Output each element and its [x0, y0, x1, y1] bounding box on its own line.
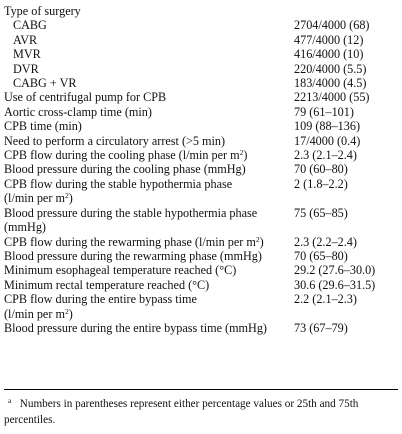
- footnote-text: Numbers in parentheses represent either percentage values or 25th and 75th percentiles.: [4, 398, 359, 426]
- row-label: DVR: [13, 61, 39, 76]
- table-row: [4, 105, 398, 119]
- row-label: Type of surgery: [4, 4, 81, 18]
- table-row: [4, 90, 398, 104]
- row-label: CABG + VR: [13, 76, 77, 91]
- row-value: 79 (61–101): [294, 104, 354, 119]
- row-label: Blood pressure during the stable hypothermia phase (mmHg): [4, 205, 258, 235]
- table-row: [4, 177, 398, 206]
- table-row: [4, 321, 398, 335]
- row-label: AVR: [13, 32, 38, 47]
- row-value: 183/4000 (4.5): [294, 76, 367, 91]
- row-label: CPB flow during the cooling phase (l/min per $m^2$): [4, 148, 248, 163]
- table-row: [4, 263, 398, 277]
- table-row: [4, 76, 398, 90]
- data-table: [4, 4, 398, 335]
- table-row: [4, 4, 398, 18]
- row-value: 2704/4000 (68): [294, 18, 370, 33]
- row-label: Blood pressure during the cooling phase (mmHg): [4, 162, 246, 177]
- row-value: 2.3 (2.1–2.4): [294, 148, 357, 163]
- table-row: [4, 18, 398, 32]
- row-label: Use of centrifugal pump for CPB: [4, 90, 167, 105]
- row-value: 75 (65–85): [294, 205, 348, 220]
- table-row: [4, 278, 398, 292]
- row-value: 29.2 (27.6–30.0): [294, 263, 376, 278]
- table-row: [4, 148, 398, 162]
- row-label: Blood pressure during the entire bypass time (mmHg): [4, 320, 267, 335]
- table-row: [4, 62, 398, 76]
- table-row: [4, 292, 398, 321]
- row-value: 416/4000 (10): [294, 47, 364, 62]
- table-bottom-rule: [4, 389, 398, 390]
- row-label: Minimum rectal temperature reached (°C): [4, 277, 210, 292]
- table-footnote: $^a$ Numbers in parentheses represent either percentage values or 25th and 75th percentiles.: [4, 396, 359, 426]
- row-label: CPB time (min): [4, 119, 82, 134]
- row-label: CPB flow during the entire bypass time (l/min per $m^2$): [4, 292, 197, 321]
- row-value: [294, 4, 398, 18]
- row-label: CPB flow during the stable hypothermia phase (l/min per $m^2$): [4, 176, 233, 206]
- row-value: 2213/4000 (55): [294, 90, 370, 105]
- row-value: 220/4000 (5.5): [294, 61, 367, 76]
- row-label: CPB flow during the rewarming phase (l/min per $m^2$): [4, 234, 264, 249]
- table-row: [4, 33, 398, 47]
- row-label: MVR: [13, 47, 41, 62]
- table-row: [4, 119, 398, 133]
- row-value: 73 (67–79): [294, 320, 348, 335]
- row-value: 477/4000 (12): [294, 32, 364, 47]
- table-row: [4, 249, 398, 263]
- row-value: 2 (1.8–2.2): [294, 176, 348, 191]
- table-row: [4, 134, 398, 148]
- row-label: Minimum esophageal temperature reached (°C): [4, 263, 237, 278]
- table-row: [4, 162, 398, 176]
- row-value: 30.6 (29.6–31.5): [294, 277, 376, 292]
- table-row: [4, 47, 398, 61]
- row-label: Need to perform a circulatory arrest (>5 min): [4, 133, 226, 148]
- row-value: 2.3 (2.2–2.4): [294, 234, 357, 249]
- row-label: CABG: [13, 18, 47, 33]
- row-value: 70 (60–80): [294, 162, 348, 177]
- row-label: Blood pressure during the rewarming phase (mmHg): [4, 248, 262, 263]
- table-row: [4, 206, 398, 235]
- table-row: [4, 235, 398, 249]
- row-value: 17/4000 (0.4): [294, 133, 361, 148]
- row-value: 2.2 (2.1–2.3): [294, 292, 357, 307]
- row-value: 70 (65–80): [294, 248, 348, 263]
- row-label: Aortic cross-clamp time (min): [4, 104, 152, 119]
- row-value: 109 (88–136): [294, 119, 361, 134]
